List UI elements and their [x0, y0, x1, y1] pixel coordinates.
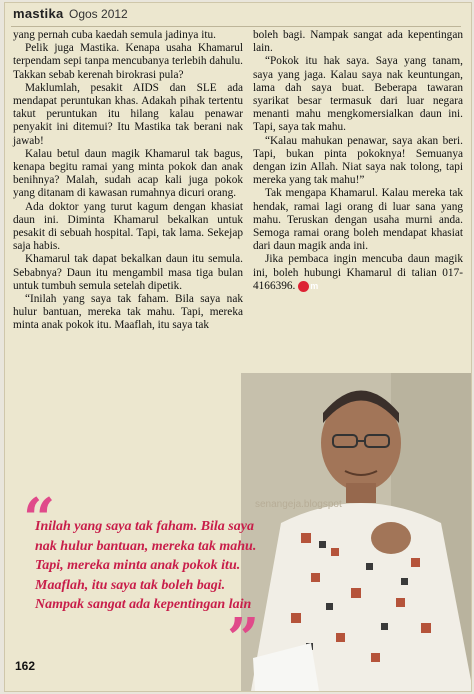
portrait-photo	[241, 373, 472, 691]
page-header	[11, 6, 461, 27]
paragraph: “Inilah yang saya tak faham. Bila saya nak hulur bantuan, mereka tak mahu. Tapi, mereka minta anak pokok itu. Maaflah, itu saya tak	[13, 293, 243, 332]
paragraph: yang pernah cuba kaedah semula jadinya itu.	[13, 29, 216, 41]
close-quote-icon: ”	[227, 606, 260, 672]
open-quote-icon: “	[23, 486, 56, 552]
contact-text: Jika pembaca ingin mencuba daun magik ini, boleh hubungi Khamarul di talian 017-4166396.	[253, 253, 463, 292]
paragraph: “Kalau mahukan penawar, saya akan beri. Tapi, bukan pinta pokoknya! Semuanya dengan izin Allah. Niat saya nak tolong, tapi mereka yang tak mahu!”	[253, 134, 463, 187]
man-portrait-illustration	[241, 373, 472, 691]
paragraph: Kalau betul daun magik Khamarul tak bagus, kenapa begitu ramai yang minta pokok dan anak benihnya? Malah, sudah acap kali juga pokok yang ditanam di kawasan rumahnya dicuri orang.	[13, 147, 243, 200]
paragraph: Khamarul tak dapat bekalkan daun itu semula. Sebabnya? Daun itu mengambil masa tiga bulan untuk tumbuh semula setelah dipetik.	[13, 253, 243, 292]
blog-watermark: senangeja.blogspot	[255, 499, 342, 510]
paragraph: Ada doktor yang turut kagum dengan khasiat daun ini. Diminta Khamarul bekalkan untuk pesakit di sebuah hospital. Tapi, tak lama. Sekejap saja habis.	[13, 200, 243, 253]
article-column-right	[253, 29, 463, 293]
paragraph: Maklumlah, pesakit AIDS dan SLE ada mendapat peruntukan khas. Adakah pihak tertentu takut peruntukan itu hilang kalau penawar penyakit ini ditemui? Itu Mastika tak berani nak jawab!	[13, 81, 243, 147]
paragraph: Tak mengapa Khamarul. Kalau mereka tak hendak, ramai lagi orang di luar sana yang mahu. Teruskan dengan usaha murni anda. Semoga ramai orang boleh mendapat khasiat dari daun magik anda ini.	[253, 187, 463, 253]
magazine-brand: mastika	[13, 6, 64, 21]
article-column-left	[13, 29, 243, 333]
page-number: 162	[15, 659, 36, 673]
end-mark-icon: m	[298, 281, 309, 292]
paragraph	[253, 253, 463, 293]
issue-date: Ogos 2012	[69, 7, 128, 21]
paragraph: “Pokok itu hak saya. Saya yang tanam, saya yang jaga. Kalau saya nak keuntungan, lama dah saya buat. Beberapa tawaran syarikat besar termasuk dari luar negara menanti mahu mengkomersialkan daun ini. Tapi, saya tak mahu.	[253, 55, 463, 134]
paragraph: boleh bagi. Nampak sangat ada kepentingan lain.	[253, 29, 463, 55]
magazine-page	[4, 2, 472, 692]
paragraph: Pelik juga Mastika. Kenapa usaha Khamarul terpendam sepi tanpa mencubanya terlebih dahulu. Takkan sebab kerenah birokrasi pula?	[13, 42, 243, 81]
pull-quote-text: Inilah yang saya tak faham. Bila saya nak hulur bantuan, mereka tak mahu. Tapi, mereka minta anak pokok itu. Maaflah, itu saya tak boleh bagi. Nampak sangat ada kepentingan lain	[35, 519, 257, 612]
